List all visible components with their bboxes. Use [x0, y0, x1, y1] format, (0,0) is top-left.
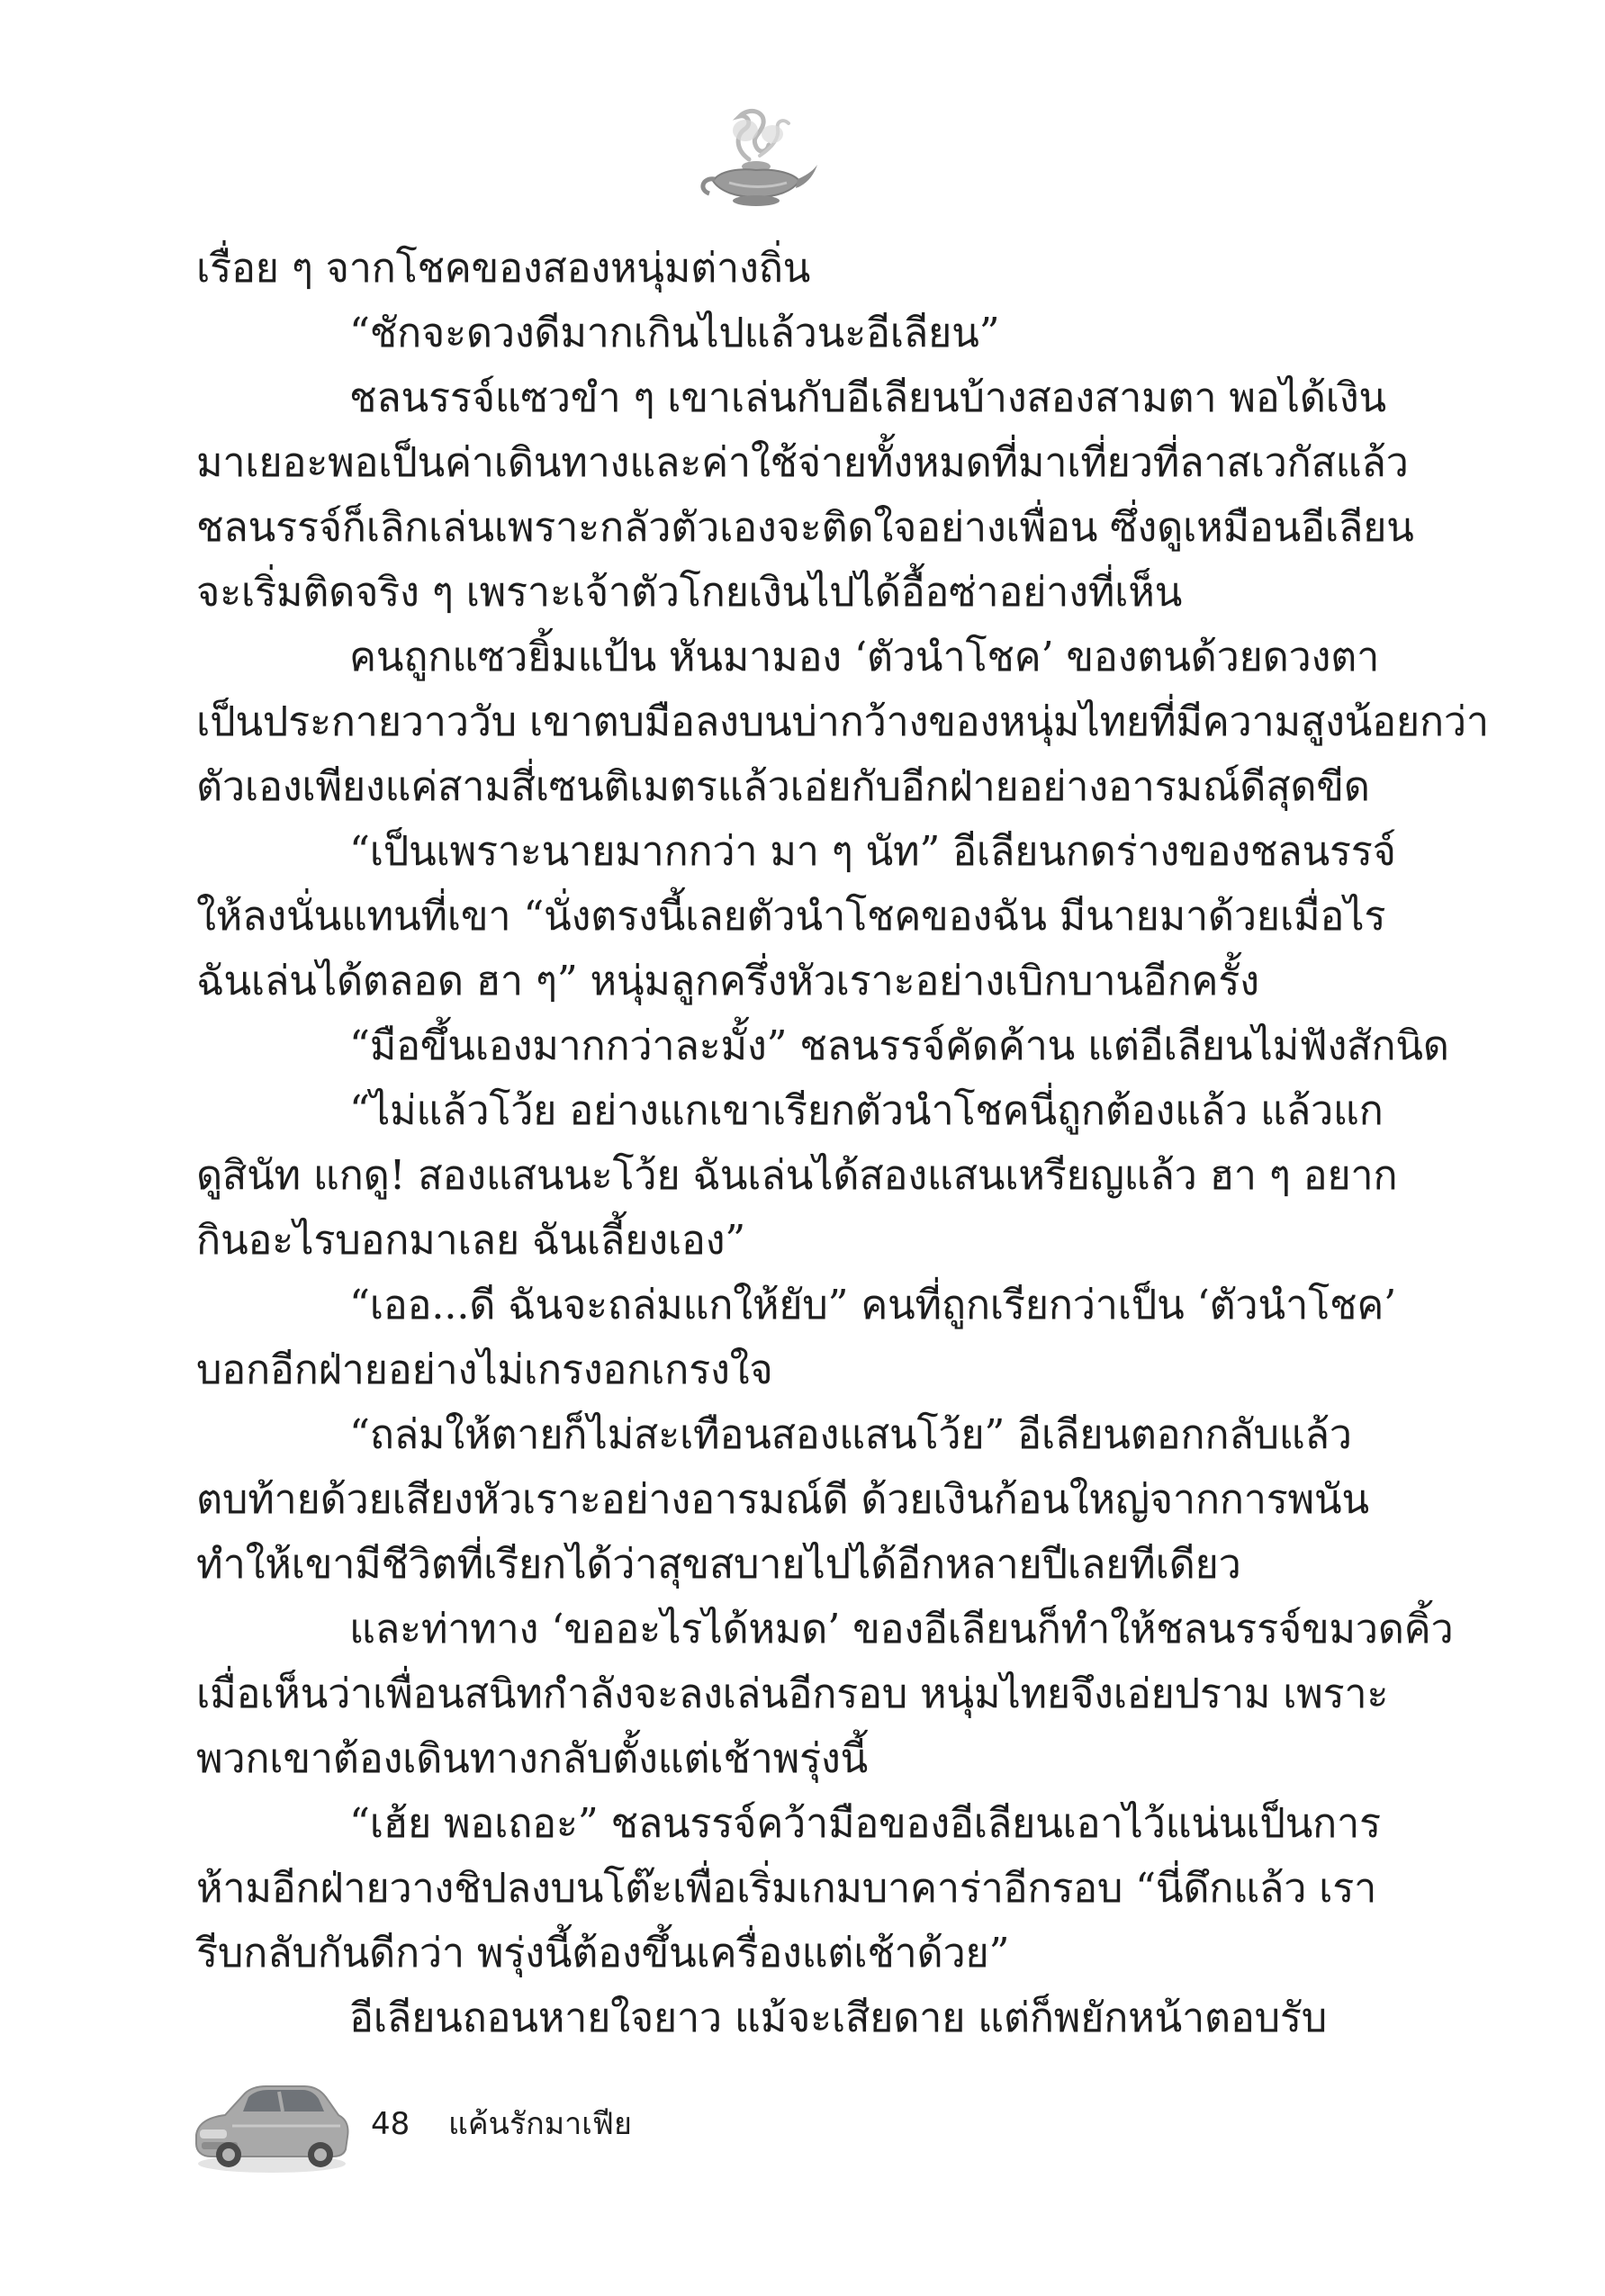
text-line: “ไม่แล้วโว้ย อย่างแกเขาเรียกตัวนำโชคนี่ถูกต้องแล้ว แล้วแก	[349, 1086, 1384, 1134]
text-line: ฉันเล่นได้ตลอด ฮา ๆ” หนุ่มลูกครึ่งหัวเราะอย่างเบิกบานอีกครั้ง	[196, 957, 1259, 1004]
text-line: มาเยอะพอเป็นค่าเดินทางและค่าใช้จ่ายทั้งหมดที่มาเที่ยวที่ลาสเวกัสแล้ว	[196, 438, 1409, 486]
text-line: “ชักจะดวงดีมากเกินไปแล้วนะอีเลียน”	[349, 309, 1000, 356]
text-line: “เป็นเพราะนายมากกว่า มา ๆ นัท” อีเลียนกดร่างของชลนรรจ์	[349, 827, 1396, 875]
text-line: เรื่อย ๆ จากโชคของสองหนุ่มต่างถิ่น	[196, 244, 811, 292]
text-line: ห้ามอีกฝ่ายวางชิปลงบนโต๊ะเพื่อเริ่มเกมบาคาร่าอีกรอบ “นี่ดึกแล้ว เรา	[196, 1864, 1377, 1912]
text-line: ตบท้ายด้วยเสียงหัวเราะอย่างอารมณ์ดี ด้วยเงินก้อนใหญ่จากการพนัน	[196, 1475, 1369, 1523]
text-line: อีเลียนถอนหายใจยาว แม้จะเสียดาย แต่ก็พยักหน้าตอบรับ	[349, 1994, 1327, 2041]
body-text	[196, 236, 1489, 2050]
text-line: ทำให้เขามีชีวิตที่เรียกได้ว่าสุขสบายไปได้อีกหลายปีเลยทีเดียว	[196, 1540, 1241, 1588]
page-number: 48	[371, 2106, 410, 2142]
text-line: รีบกลับกันดีกว่า พรุ่งนี้ต้องขึ้นเครื่องแต่เช้าด้วย”	[196, 1929, 1010, 1976]
text-line: บอกอีกฝ่ายอย่างไม่เกรงอกเกรงใจ	[196, 1346, 773, 1393]
text-line: “เออ...ดี ฉันจะถล่มแกให้ยับ” คนที่ถูกเรียกว่าเป็น ‘ตัวนำโชค’	[349, 1281, 1397, 1328]
car-icon	[189, 2070, 351, 2178]
text-line: เมื่อเห็นว่าเพื่อนสนิทกำลังจะลงเล่นอีกรอบ หนุ่มไทยจึงเอ่ยปราม เพราะ	[196, 1670, 1389, 1717]
book-title: แค้นรักมาเฟีย	[448, 2106, 632, 2142]
text-line: จะเริ่มติดจริง ๆ เพราะเจ้าตัวโกยเงินไปได้อื้อซ่าอย่างที่เห็น	[196, 568, 1183, 616]
text-line: และท่าทาง ‘ขออะไรได้หมด’ ของอีเลียนก็ทำให้ชลนรรจ์ขมวดคิ้ว	[349, 1605, 1454, 1652]
text-line: เป็นประกายวาววับ เขาตบมือลงบนบ่ากว้างของหนุ่มไทยที่มีความสูงน้อยกว่า	[196, 698, 1489, 745]
text-line: กินอะไรบอกมาเลย ฉันเลี้ยงเอง”	[196, 1216, 745, 1264]
magic-lamp-icon	[693, 104, 819, 212]
text-line: คนถูกแซวยิ้มแป้น หันมามอง ‘ตัวนำโชค’ ของตนด้วยดวงตา	[349, 633, 1380, 680]
page-footer	[189, 2070, 729, 2196]
text-line: พวกเขาต้องเดินทางกลับตั้งแต่เช้าพรุ่งนี้	[196, 1734, 868, 1782]
text-line: ชลนรรจ์ก็เลิกเล่นเพราะกลัวตัวเองจะติดใจอย่างเพื่อน ซึ่งดูเหมือนอีเลียน	[196, 503, 1414, 551]
text-line: ดูสินัท แกดู! สองแสนนะโว้ย ฉันเล่นได้สองแสนเหรียญแล้ว ฮา ๆ อยาก	[196, 1151, 1398, 1199]
text-line: ชลนรรจ์แซวขำ ๆ เขาเล่นกับอีเลียนบ้างสองสามตา พอได้เงิน	[349, 374, 1386, 421]
text-line: “มือขึ้นเองมากกว่าละมั้ง” ชลนรรจ์คัดค้าน แต่อีเลียนไม่ฟังสักนิด	[349, 1022, 1449, 1069]
text-line: “ถล่มให้ตายก็ไม่สะเทือนสองแสนโว้ย” อีเลียนตอกกลับแล้ว	[349, 1410, 1352, 1458]
text-line: ตัวเองเพียงแค่สามสี่เซนติเมตรแล้วเอ่ยกับอีกฝ่ายอย่างอารมณ์ดีสุดขีด	[196, 762, 1370, 810]
text-line: ให้ลงนั่นแทนที่เขา “นั่งตรงนี้เลยตัวนำโชคของฉัน มีนายมาด้วยเมื่อไร	[196, 892, 1386, 940]
text-line: “เฮ้ย พอเถอะ” ชลนรรจ์คว้ามือของอีเลียนเอาไว้แน่นเป็นการ	[349, 1799, 1381, 1847]
